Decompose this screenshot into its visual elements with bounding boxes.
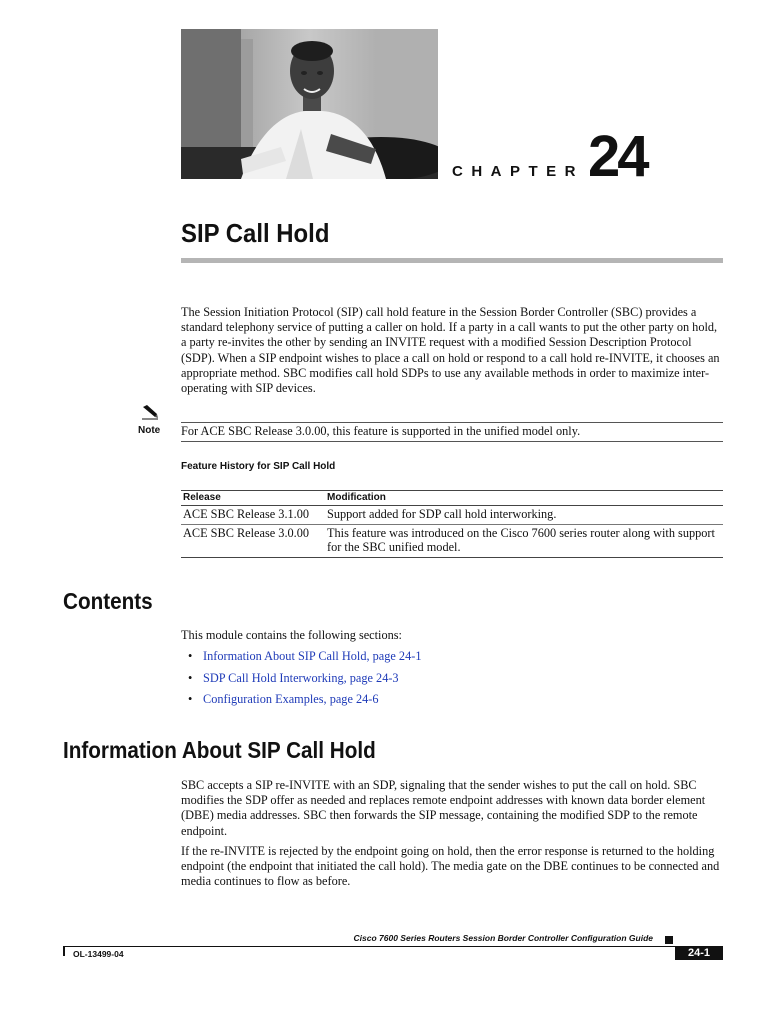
table-row: [181, 506, 723, 525]
contents-intro: This module contains the following sections:: [181, 628, 402, 642]
footer-rule: [63, 946, 723, 947]
column-header-modification: Modification: [325, 491, 723, 506]
bullet-icon: •: [188, 692, 193, 706]
pencil-icon: [141, 404, 159, 425]
info-paragraph-2: If the re-INVITE is rejected by the endpoint going on hold, then the error response is returned to the holding endpoint (the endpoint that initiated the call hold). The media gate on the DBE continues to be connected and media continues to flow as before.: [181, 844, 720, 889]
footer-marker: [665, 936, 673, 944]
note-text: For ACE SBC Release 3.0.00, this feature is supported in the unified model only.: [181, 424, 581, 438]
footer-doc-number: OL-13499-04: [73, 949, 124, 959]
toc-link-configuration-examples[interactable]: Configuration Examples, page 24-6: [203, 692, 379, 706]
info-heading: Information About SIP Call Hold: [63, 737, 376, 763]
contents-heading: Contents: [63, 588, 153, 614]
toc-link-information[interactable]: Information About SIP Call Hold, page 24-1: [203, 649, 422, 663]
chapter-number: 24: [588, 124, 647, 189]
toc-link-sdp-interworking[interactable]: SDP Call Hold Interworking, page 24-3: [203, 670, 399, 685]
footer-guide-title: Cisco 7600 Series Routers Session Border Controller Configuration Guide: [353, 933, 653, 943]
footer-tick: [63, 946, 65, 956]
info-paragraph-1: SBC accepts a SIP re-INVITE with an SDP, signaling that the sender wishes to put the call on hold. SBC modifies the SDP offer as needed and replaces remote endpoint addresses with known data border element (DBE) media addresses. SBC then forwards the SIP message, containing the modified SDP to the remote endpoint.: [181, 778, 706, 838]
table-header-row: [181, 491, 723, 506]
column-header-release: Release: [181, 491, 325, 506]
note-label: Note: [138, 425, 161, 436]
list-item: [181, 691, 421, 713]
bullet-icon: •: [188, 649, 193, 663]
page-title: SIP Call Hold: [181, 218, 330, 248]
chapter-label: CHAPTER: [452, 163, 585, 180]
table-cell-release: ACE SBC Release 3.0.00: [181, 524, 325, 557]
table-row: [181, 524, 723, 557]
table-cell-modification: Support added for SDP call hold interworking.: [325, 506, 723, 525]
footer-page-number: 24-1: [675, 946, 723, 960]
title-divider: [181, 258, 723, 263]
list-item: [181, 670, 421, 692]
intro-paragraph: The Session Initiation Protocol (SIP) call hold feature in the Session Border Controller (SBC) provides a standard telephony service of putting a caller on hold. If a party in a call wants to put the other party on hold, a party re-invites the other by sending an INVITE request with a modified Session Description Protocol (SDP). When a SIP endpoint wishes to place a call on hold or respond to a call hold re-INVITE, it chooses an appropriate method. SBC modifies call hold SDPs to use any available methods in order to maximize inter-operating with SIP devices.: [181, 305, 720, 396]
table-cell-release: ACE SBC Release 3.1.00: [181, 506, 325, 525]
list-item: [181, 648, 421, 670]
contents-list: [181, 648, 421, 713]
table-cell-modification: This feature was introduced on the Cisco 7600 series router along with support for the SBC unified model.: [325, 524, 723, 557]
table-caption: Feature History for SIP Call Hold: [181, 461, 336, 472]
bullet-icon: •: [188, 670, 193, 685]
feature-history-table: [181, 490, 723, 558]
note-rule-bottom: [181, 441, 723, 442]
chapter-photo: [181, 29, 438, 179]
note-rule-top: [181, 422, 723, 423]
